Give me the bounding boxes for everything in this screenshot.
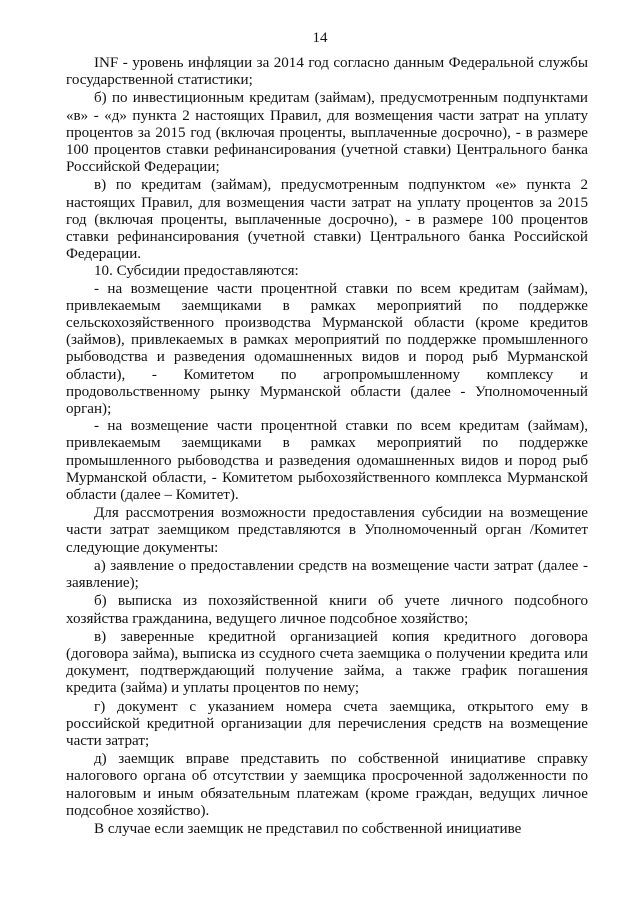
paragraph-point-10: 10. Субсидии предоставляются:: [94, 263, 299, 280]
paragraph-doc-b: б) выписка из похозяйственной книги об учете личного подсобного хозяйства гражданина, ведущего личное подсобное хозяйство;: [66, 593, 588, 627]
paragraph-doc-g: г) документ с указанием номера счета заемщика, открытого ему в российской кредитной организации для перечисления средств на возмещение части затрат;: [66, 698, 588, 749]
paragraph-final: В случае если заемщик не представил по собственной инициативе: [94, 820, 522, 837]
document-body: [66, 55, 588, 838]
paragraph-dash-fish: - на возмещение части процентной ставки по всем кредитам (займам), привлекаемым заемщиками в рамках мероприятий по поддержке промышленного рыбоводства и разведения одомашненных видов и пород рыб Мурманской области, - Комитетом рыбохозяйственного комплекса Мурманской области (далее – Комитет).: [66, 418, 588, 504]
paragraph-item-v: в) по кредитам (займам), предусмотренным подпунктом «е» пункта 2 настоящих Правил, для возмещения части затрат на уплату процентов за 2015 год (включая проценты, выплаченные досрочно), - в размере 100 процентов ставки рефинансирования (учетной ставки) Центрального банка Российской Федерации.: [66, 177, 588, 263]
paragraph-dash-agro: - на возмещение части процентной ставки по всем кредитам (займам), привлекаемым заемщиками в рамках мероприятий по поддержке сельскохозяйственного производства Мурманской области (кроме кредитов (займов), привлекаемых в рамках мероприятий по поддержке промышленного рыбоводства и разведения одомашненных видов и пород рыб Мурманской области), - Комитетом по агропромышленному комплексу и продовольственному рынку Мурманской области (далее - Уполномоченный орган);: [66, 280, 588, 418]
paragraph-doc-d: д) заемщик вправе представить по собственной инициативе справку налогового органа об отсутствии у заемщика просроченной задолженности по налоговым и иным обязательным платежам (кроме граждан, ведущих личное подсобное хозяйство).: [66, 751, 588, 819]
paragraph-doc-v: в) заверенные кредитной организацией копия кредитного договора (договора займа), выписка из ссудного счета заемщика о получении кредита или документ, подтверждающий получение займа, а также график погашения кредита (займа) и уплаты процентов по нему;: [66, 628, 588, 697]
paragraph-item-b: б) по инвестиционным кредитам (займам), предусмотренным подпунктами «в» - «д» пункта 2 настоящих Правил, для возмещения части затрат на уплату процентов за 2015 год (включая проценты, выплаченные досрочно), - в размере 100 процентов ставки рефинансирования (учетной ставки) Центрального банка Российской Федерации;: [66, 90, 588, 176]
page-number: 14: [312, 30, 328, 46]
paragraph-inf-definition: INF - уровень инфляции за 2014 год согласно данным Федеральной службы государственной статистики;: [66, 55, 588, 89]
paragraph-doc-a: а) заявление о предоставлении средств на возмещение части затрат (далее - заявление);: [66, 557, 588, 592]
paragraph-documents-intro: Для рассмотрения возможности предоставления субсидии на возмещение части затрат заемщиком представляются в Уполномоченный орган /Комитет следующие документы:: [66, 505, 588, 556]
